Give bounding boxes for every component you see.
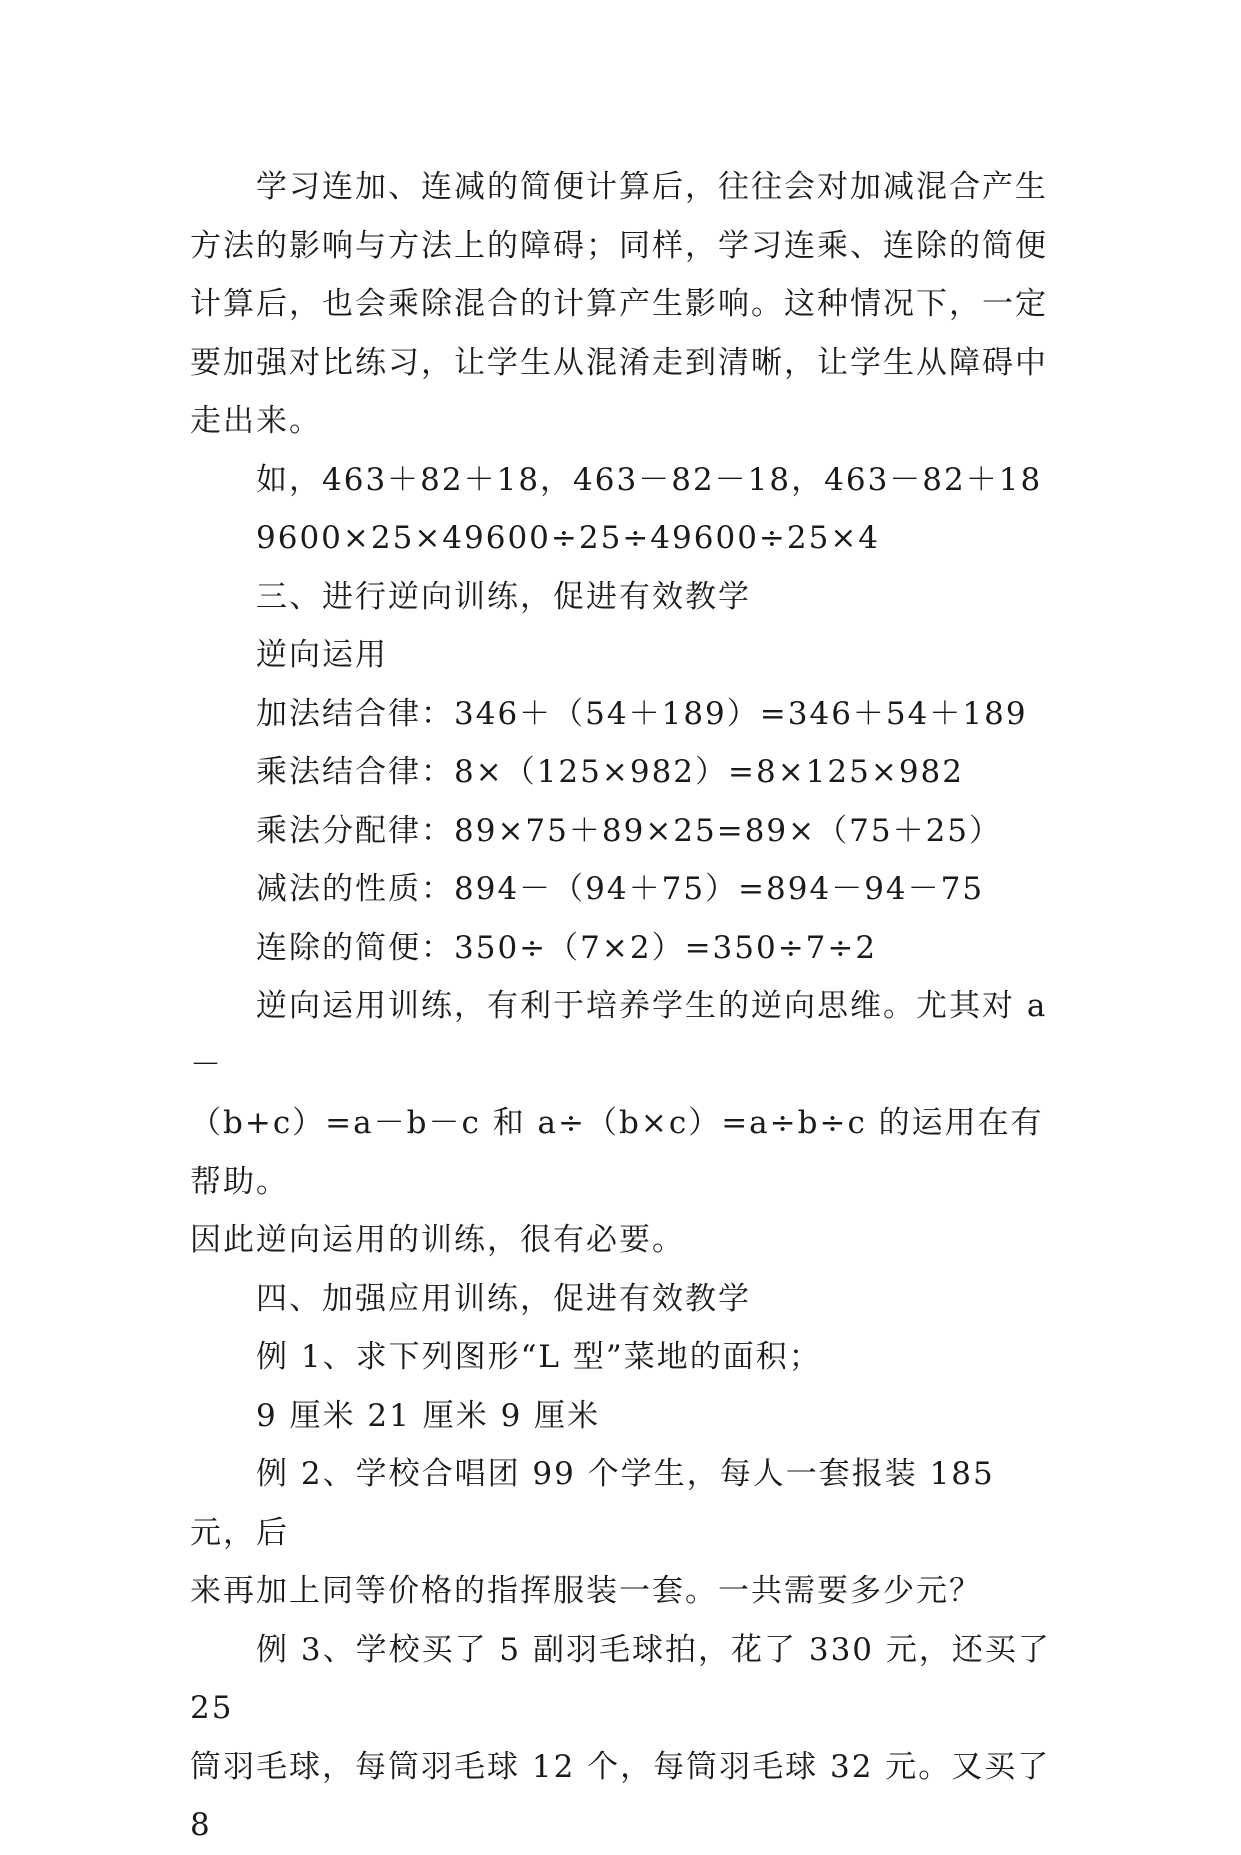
text-line: 如，463＋82＋18，463－82－18，463－82＋18: [256, 461, 1043, 498]
text-line: 要加强对比练习，让学生从混淆走到清晰，让学生从障碍中: [190, 344, 1048, 381]
text-line: 计算后，也会乘除混合的计算产生影响。这种情况下，一定: [190, 286, 1048, 322]
paragraph-reverse-training: [190, 977, 1070, 1270]
paragraph-example-add-sub: [190, 451, 1070, 510]
text-line: 例 1、求下列图形“L 型”菜地的面积；: [256, 1339, 822, 1375]
text-line: 例 3、学校买了 5 副羽毛球拍，花了 330 元，还买了 25: [190, 1631, 1051, 1726]
text-line: （b+c）=a－b－c 和 a÷（b×c）=a÷b÷c 的运用在有帮助。: [190, 1105, 1044, 1200]
rule-consecutive-division: [190, 919, 1070, 978]
text-line: 9 厘米 21 厘米 9 厘米: [256, 1397, 601, 1434]
subheading-reverse-use: [190, 626, 1070, 685]
example-2: [190, 1445, 1070, 1621]
text-line: 走出来。: [190, 403, 322, 439]
text-line: 学习连加、连减的简便计算后，往往会对加减混合产生: [256, 169, 1048, 205]
text-line: 加法结合律：346＋（54＋189）=346＋54＋189: [256, 695, 1028, 732]
paragraph-example-mul-div: [190, 509, 1070, 568]
text-line: 乘法结合律：8×（125×982）=8×125×982: [256, 754, 964, 790]
text-line: 因此逆向运用的训练，很有必要。: [190, 1222, 685, 1258]
text-line: 四、加强应用训练，促进有效教学: [256, 1280, 751, 1317]
example-3: [190, 1621, 1070, 1855]
text-line: 三、进行逆向训练，促进有效教学: [256, 578, 751, 615]
text-line: 筒羽毛球，每筒羽毛球 12 个，每筒羽毛球 32 元。又买了 8: [190, 1748, 1051, 1843]
text-line: 减法的性质：894－（94＋75）=894－94－75: [256, 871, 985, 907]
text-line: 来再加上同等价格的指挥服装一套。一共需要多少元？: [190, 1573, 982, 1609]
paragraph-intro: [190, 158, 1070, 451]
text-line: 9600×25×49600÷25÷49600÷25×4: [256, 520, 881, 556]
rule-multiplication-associative: [190, 743, 1070, 802]
document-page: [190, 158, 1070, 1855]
text-line: 逆向运用: [256, 637, 388, 673]
text-line: 乘法分配律：89×75＋89×25=89×（75＋25）: [256, 812, 1003, 849]
rule-subtraction-property: [190, 860, 1070, 919]
section-heading-four: [190, 1270, 1070, 1329]
text-line: 连除的简便：350÷（7×2）=350÷7÷2: [256, 929, 878, 966]
text-line: 方法的影响与方法上的障碍；同样，学习连乘、连除的简便: [190, 227, 1048, 264]
rule-addition-associative: [190, 685, 1070, 744]
rule-multiplication-distributive: [190, 802, 1070, 861]
example-1: [190, 1328, 1070, 1387]
text-line: 例 2、学校合唱团 99 个学生，每人一套报装 185 元，后: [190, 1456, 995, 1551]
text-line: 逆向运用训练，有利于培养学生的逆向思维。尤其对 a－: [190, 988, 1048, 1083]
example-1-dimensions: [190, 1387, 1070, 1446]
section-heading-three: [190, 568, 1070, 627]
